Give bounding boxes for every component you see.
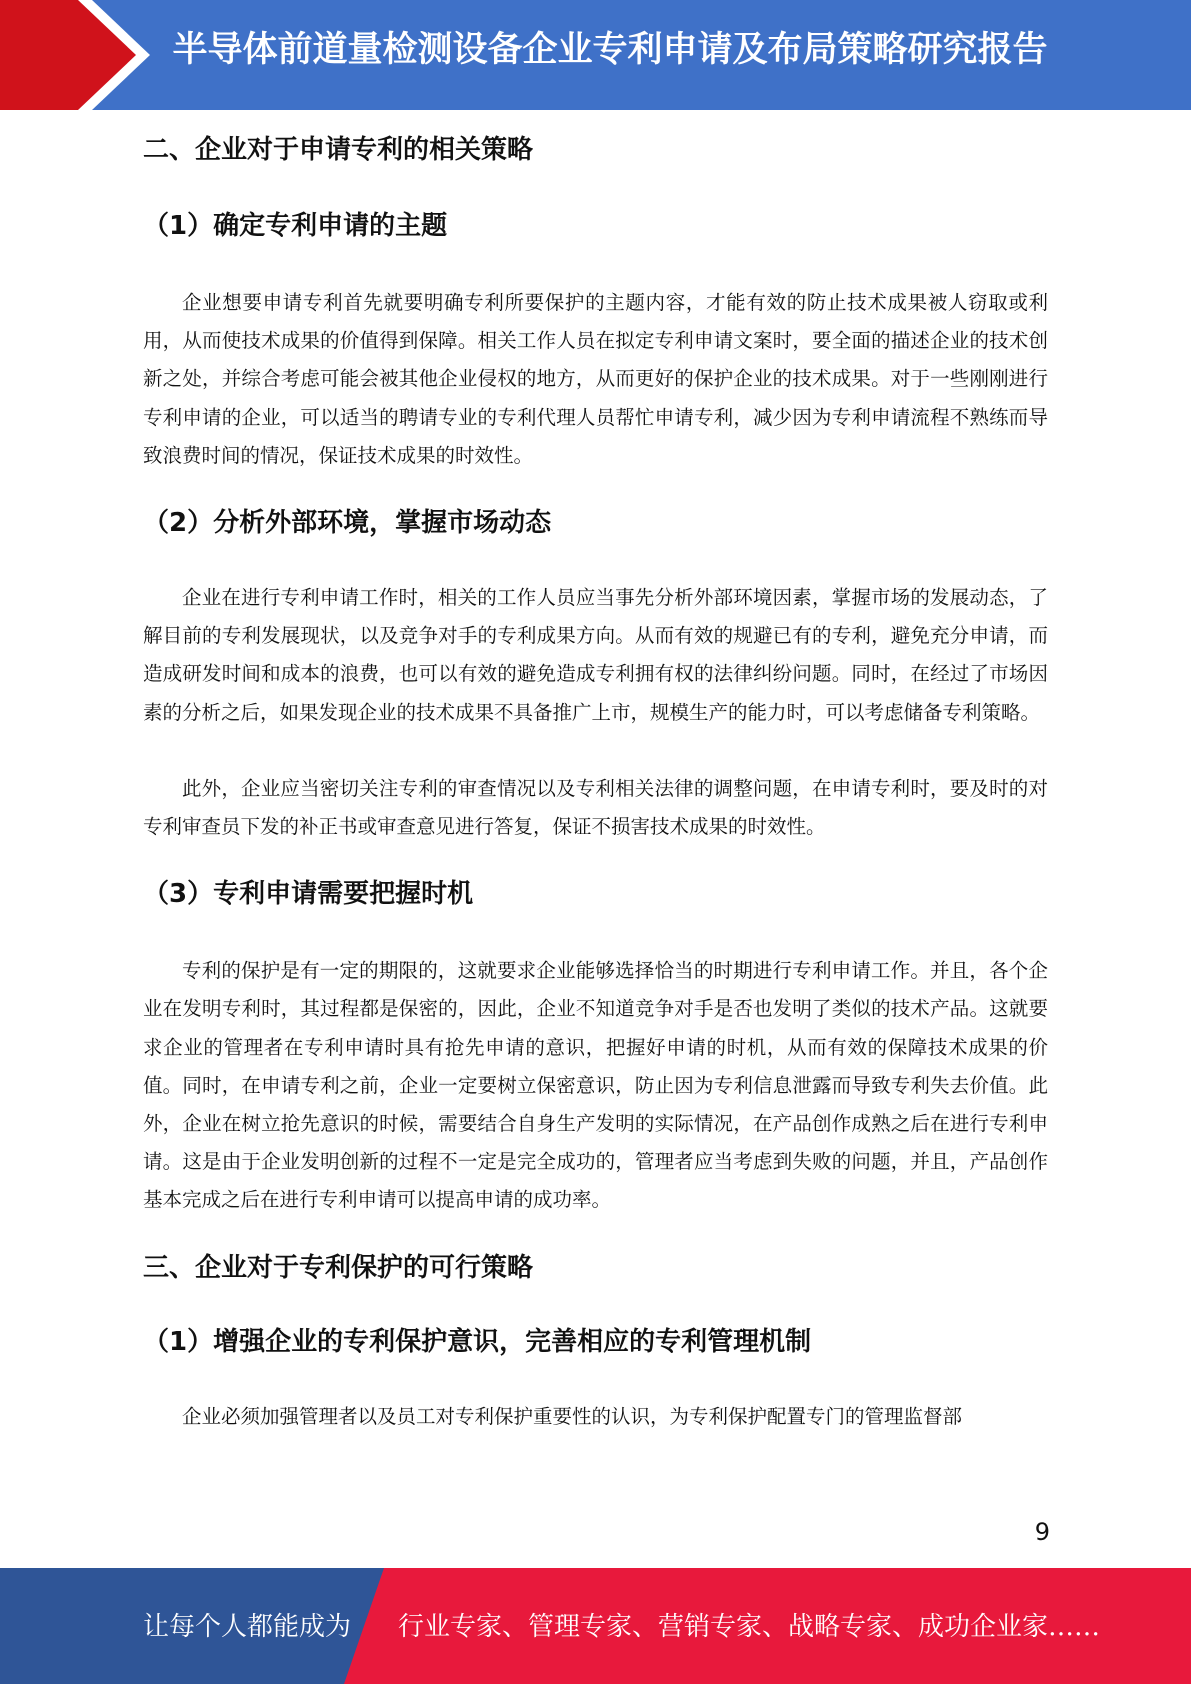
footer-roles: 行业专家、管理专家、营销专家、战略专家、成功企业家…… [398,1612,1101,1642]
subsection-heading-1b: （1）增强企业的专利保护意识，完善相应的专利管理机制 [143,1326,812,1357]
document-body [143,128,1048,1436]
subsection-heading-3: （3）专利申请需要把握时机 [143,879,474,910]
paragraph: 专利的保护是有一定的期限的，这就要求企业能够选择恰当的时期进行专利申请工作。并且，各个企业在发明专利时，其过程都是保密的，因此，企业不知道竞争对手是否也发明了类似的技术产品。这就要求企业的管理者在专利申请时具有抢先申请的意识，把握好申请的时机，从而有效的保障技术成果的价值。同时，在申请专利之前，企业一定要树立保密意识，防止因为专利信息泄露而导致专利失去价值。此外，企业在树立抢先意识的时候，需要结合自身生产发明的实际情况，在产品创作成熟之后在进行专利申请。这是由于企业发明创新的过程不一定是完全成功的，管理者应当考虑到失败的问题，并且，产品创作基本完成之后在进行专利申请可以提高申请的成功率。 [143,959,1048,1212]
paragraph: 企业必须加强管理者以及员工对专利保护重要性的认识，为专利保护配置专门的管理监督部 [182,1404,963,1428]
paragraph: 此外，企业应当密切关注专利的审查情况以及专利相关法律的调整问题，在申请专利时，要及时的对专利审查员下发的补正书或审查意见进行答复，保证不损害技术成果的时效性。 [143,776,1048,839]
page-header [0,0,1191,110]
page-footer [0,1568,1191,1684]
section-heading-2: 二、企业对于申请专利的相关策略 [143,135,534,165]
subsection-heading-2: （2）分析外部环境，掌握市场动态 [143,508,552,539]
paragraph: 企业在进行专利申请工作时，相关的工作人员应当事先分析外部环境因素，掌握市场的发展动态，了解目前的专利发展现状，以及竞争对手的专利成果方向。从而有效的规避已有的专利，避免充分申请，而造成研发时间和成本的浪费，也可以有效的避免造成专利拥有权的法律纠纷问题。同时，在经过了市场因素的分析之后，如果发现企业的技术成果不具备推广上市，规模生产的能力时，可以考虑储备专利策略。 [143,586,1048,724]
page-number: 9 [1034,1518,1050,1546]
paragraph: 企业想要申请专利首先就要明确专利所要保护的主题内容，才能有效的防止技术成果被人窃取或利用，从而使技术成果的价值得到保障。相关工作人员在拟定专利申请文案时，要全面的描述企业的技术创新之处，并综合考虑可能会被其他企业侵权的地方，从而更好的保护企业的技术成果。对于一些刚刚进行专利申请的企业，可以适当的聘请专业的专利代理人员帮忙申请专利，减少因为专利申请流程不熟练而导致浪费时间的情况，保证技术成果的时效性。 [143,291,1048,467]
footer-slogan: 让每个人都能成为 [143,1612,352,1642]
report-title: 半导体前道量检测设备企业专利申请及布局策略研究报告 [172,30,1048,70]
section-heading-3: 三、企业对于专利保护的可行策略 [143,1252,534,1283]
subsection-heading-1: （1）确定专利申请的主题 [143,211,448,241]
